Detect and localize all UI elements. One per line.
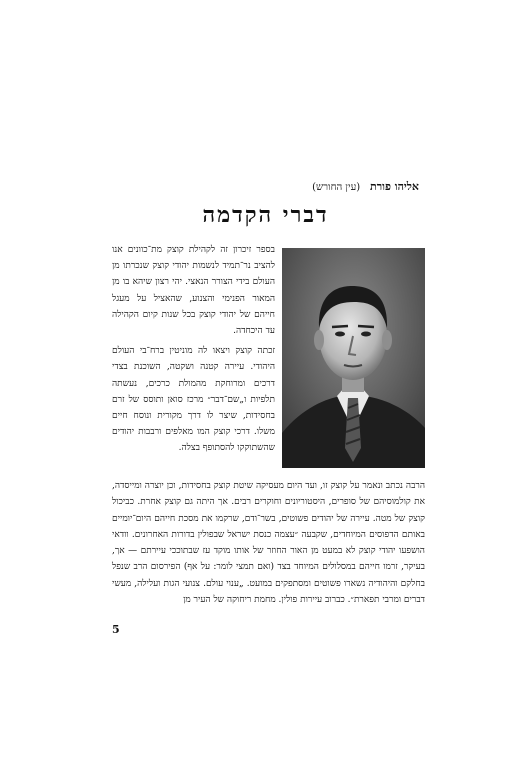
page-number: 5 — [112, 623, 120, 636]
portrait-photo — [282, 248, 425, 468]
portrait-icon — [282, 248, 425, 468]
page-title: דברי הקדמה — [202, 202, 329, 228]
author-line — [312, 180, 419, 193]
intro-column — [112, 242, 275, 457]
paragraph: זכתה קוצק ויצאו לה מוניטין ברח־בי העולם היהודי. עיירה קטנה ושקטה, השוכנת בצדי דרכים ומרוחקת מהמולת כרכים, נעשתה תלפיות ו„שם־דבר״ מרכז סואן ותוסס של זרם בחסידות, שיצר לו דרך מקורית ונוסח חיים משלו. דרכי קוצק המו מאלפים ורבבות יהודים שהשתוקקו להסתופף בצלה. — [112, 346, 275, 454]
paragraph: בספר זיכרון זה לקהילת קוצק מת־כוונים אנו להציב נר־תמיד לנשמות יהודי קוצק שנכרתו מן העולם בידי הצורר הנאצי. יהי רצון שיהא בו מן המאור הפנימי והצנוע, שהאציל על מעגל חייהם של יהודי קוצק בכל שנות קיום הקהילה עד היכחדה. — [112, 245, 275, 337]
author-name: אליהו פורת — [370, 180, 419, 193]
author-note: (עין החורש) — [312, 182, 361, 193]
body-paragraph: הרבה נכתב ונאמר על קוצק זו, ועד היום מעסיקה שיטת קוצק בחסידות, וכן יוצרה ומייסדה, את קולמוסיהם של סופרים, היסטוריונים וחוקרים רבים. אך היתה גם קוצק אחרת. כביכול קוצק של מטה. עיירה של יהודים פשוטים, בשר־ודם, שרקמו את מסכת חייהם היום־יומיים באותם הדפוסים המיוחדים, שקבעה ״עצמה כנסת ישראל שבפולין בדורות האחרונים. וודאי הושפעו יהודי קוצק לא במעט מן האור החוזר של אותו מוקד עז שבתוככי עיירתם — אך, בעיקר, זרמו חייהם במסלולים המיוחד בצד (ואם תמצי לומר: על אף) הפירסום הרב שנפל בחלקם והיהודיה נשארו פשוטים ומסתפקים במועט. „ענוי עולם. צנועי הגות ועלילה, מעשי דברים ומרבי תפארת״. כברוב עיירות פולין. מחמת ריחוקה של העיר מן — [112, 481, 425, 606]
